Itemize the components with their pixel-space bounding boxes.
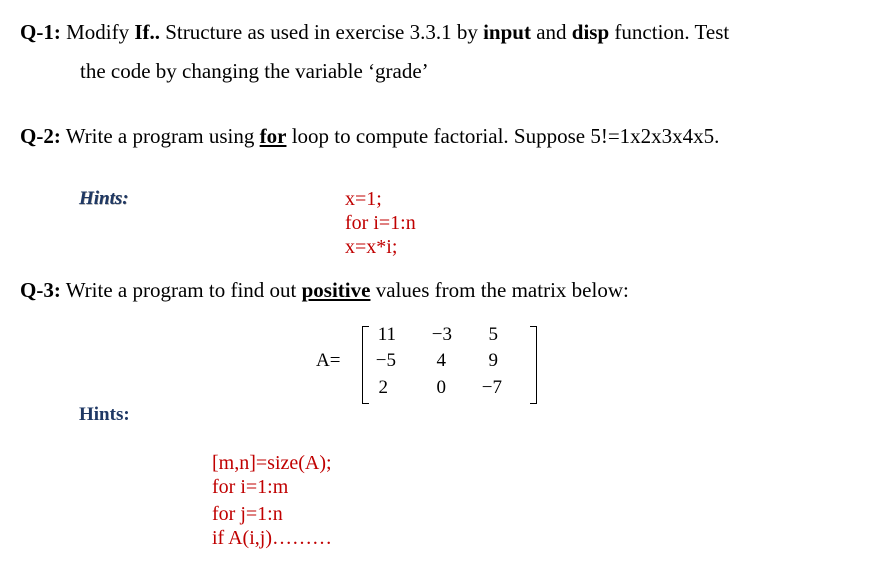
matrix-cell-2-2: 4 — [436, 350, 446, 371]
q3-keyword-positive: positive — [301, 278, 371, 302]
hints-2-code-line-3: for j=1:n — [212, 503, 283, 525]
matrix-cell-1-1: 11 — [377, 324, 396, 345]
q1-bold-disp: disp — [571, 20, 610, 44]
hints-1-label: Hints: — [79, 188, 129, 209]
q1-bold-if: If.. — [134, 20, 160, 44]
matrix-name: A= — [316, 350, 341, 371]
hints-1-code-line-1: x=1; — [345, 188, 382, 210]
question-3 — [20, 278, 629, 303]
hints-2-code-line-2: for i=1:m — [212, 476, 289, 498]
q1-text-4: function. Test — [609, 20, 730, 44]
hints-1-code-line-3: x=x*i; — [345, 236, 398, 258]
q1-label: Q-1: — [20, 20, 61, 44]
hints-1-code-line-2: for i=1:n — [345, 212, 416, 234]
q1-line-2: the code by changing the variable ‘grade’ — [80, 59, 429, 83]
q1-bold-input: input — [483, 20, 531, 44]
q3-text-2: values from the matrix below: — [370, 278, 629, 302]
q2-text-1: Write a program using — [60, 124, 260, 148]
q3-label: Q-3: — [20, 278, 61, 302]
hints-2-code-line-1: [m,n]=size(A); — [212, 452, 332, 474]
q2-label: Q-2: — [20, 124, 61, 148]
q2-keyword-for: for — [259, 124, 287, 148]
matrix-cell-3-1: 2 — [378, 377, 388, 398]
hints-2-code-line-4: if A(i,j)……… — [212, 527, 332, 549]
hints-2-label: Hints: — [79, 404, 130, 425]
matrix-cell-1-2: −3 — [431, 324, 452, 345]
matrix-cell-2-1: −5 — [375, 350, 396, 371]
matrix-cell-2-3: 9 — [488, 350, 498, 371]
matrix-right-bracket — [530, 326, 537, 404]
matrix-cell-1-3: 5 — [488, 324, 498, 345]
matrix-cell-3-2: 0 — [436, 377, 446, 398]
matrix-cell-3-3: −7 — [481, 377, 502, 398]
q2-text-2: loop to compute factorial. Suppose 5!=1x2x3x4x5. — [286, 124, 720, 148]
q1-text-2: Structure as used in exercise 3.3.1 by — [160, 20, 484, 44]
q3-text-1: Write a program to find out — [60, 278, 302, 302]
q1-text-1: Modify — [60, 20, 135, 44]
q1-text-3: and — [530, 20, 572, 44]
question-2 — [20, 124, 719, 149]
question-1 — [20, 20, 729, 45]
